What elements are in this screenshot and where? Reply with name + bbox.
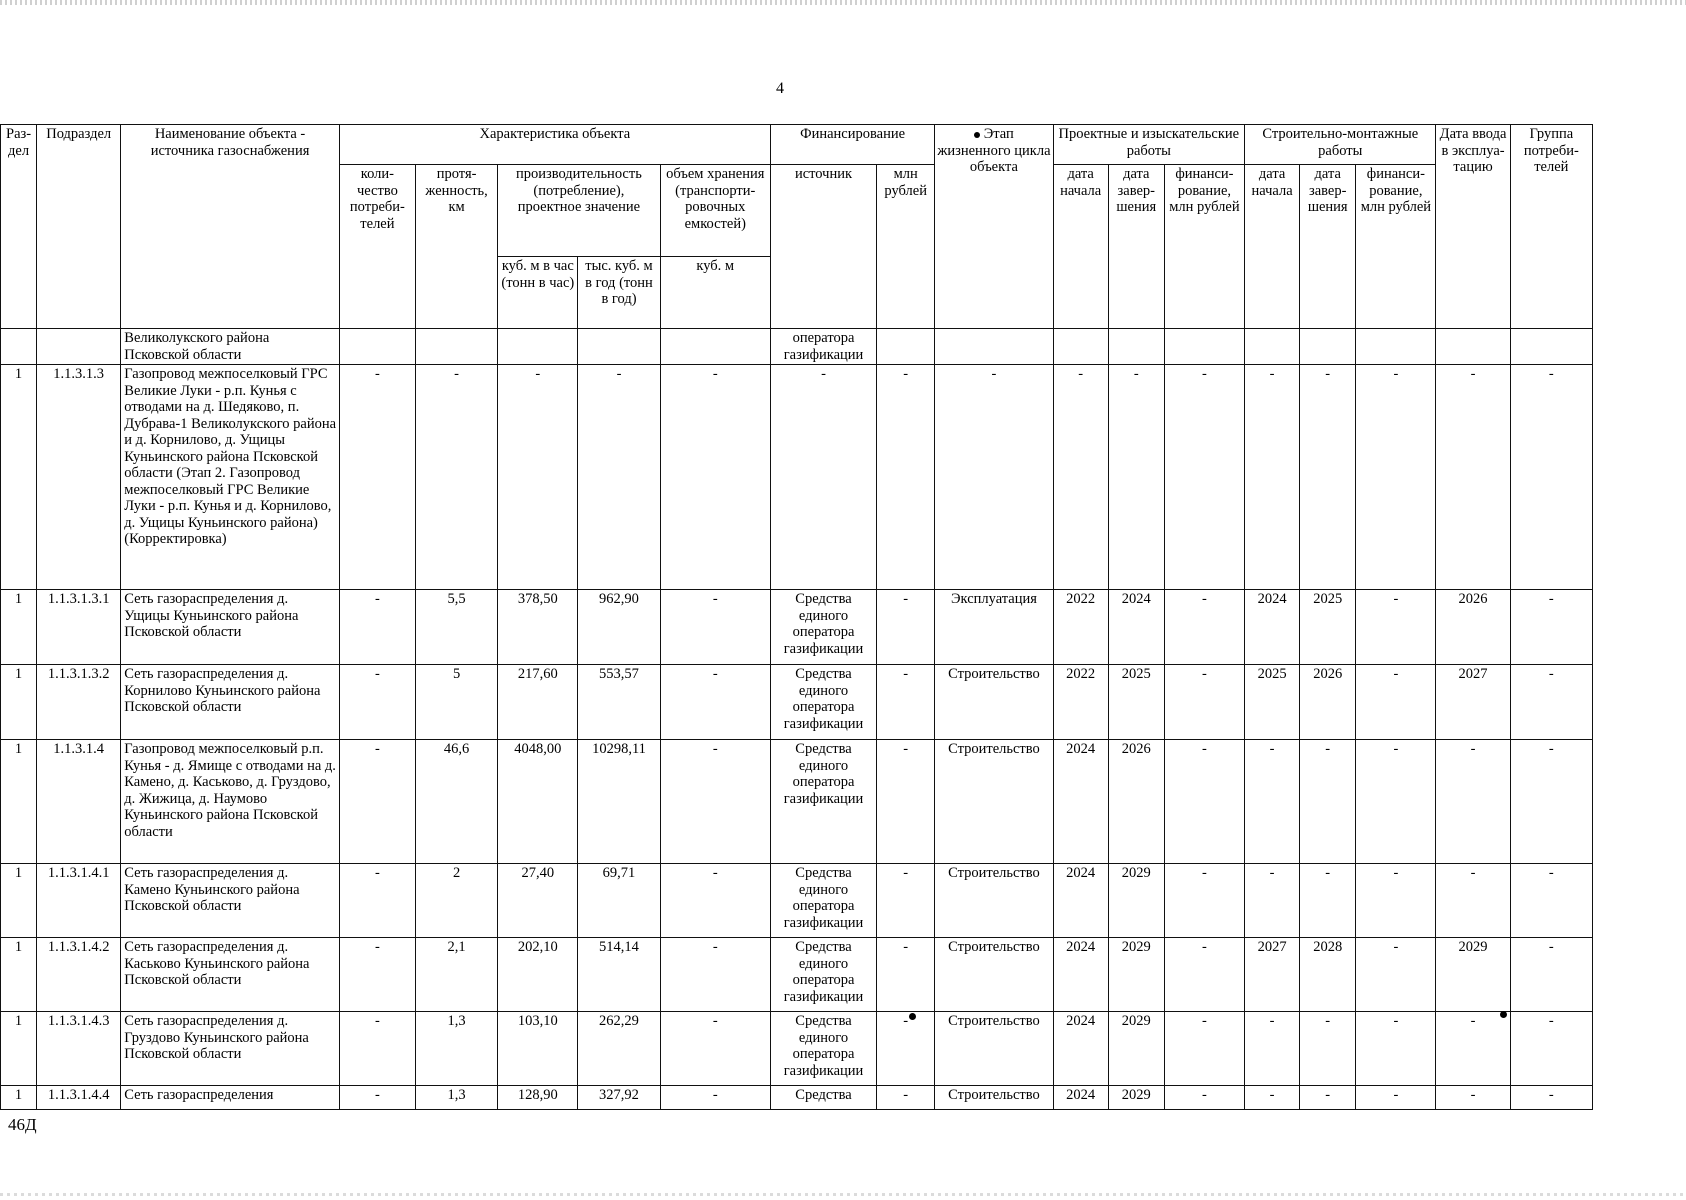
cell-podrazdel: 1.1.3.1.4.3 (37, 1012, 121, 1086)
cell-stage: Строительство (935, 740, 1053, 864)
cell-commission: - (1436, 1086, 1510, 1110)
cell-commission: - (1436, 1012, 1510, 1086)
cell-construction-start: - (1245, 1012, 1300, 1086)
cell-source: Средства единого оператора газификации (770, 740, 876, 864)
cell-construction-fin: - (1356, 1012, 1436, 1086)
cell-cap-year: 69,71 (578, 864, 660, 938)
cell-razdel: 1 (1, 740, 37, 864)
cell-storage: - (660, 864, 770, 938)
cell-construction-end (1300, 329, 1356, 365)
cell-stage: Строительство (935, 1086, 1053, 1110)
cell-length: 5 (416, 665, 498, 740)
footer-code: 46Д (8, 1115, 37, 1134)
scan-edge-top (0, 0, 1686, 5)
cell-construction-start: 2025 (1245, 665, 1300, 740)
cell-storage: - (660, 938, 770, 1012)
cell-podrazdel: 1.1.3.1.4.4 (37, 1086, 121, 1110)
cell-construction-fin (1356, 329, 1436, 365)
cell-consumers: - (339, 864, 415, 938)
cell-design-start: 2022 (1053, 665, 1108, 740)
cell-source: Средства единого оператора газификации (770, 864, 876, 938)
cell-mln: - (877, 590, 935, 665)
cell-mln: - (877, 665, 935, 740)
cell-podrazdel: 1.1.3.1.3.2 (37, 665, 121, 740)
cell-construction-end: 2028 (1300, 938, 1356, 1012)
cell-stage: - (935, 365, 1053, 590)
cell-razdel: 1 (1, 1086, 37, 1110)
cell-commission: - (1436, 365, 1510, 590)
cell-cap-hour: 202,10 (498, 938, 578, 1012)
cell-source: Средства (770, 1086, 876, 1110)
cell-storage (660, 329, 770, 365)
cell-source: Средства единого оператора газификации (770, 590, 876, 665)
table-row (1, 329, 1593, 365)
cell-source: - (770, 365, 876, 590)
cell-construction-start: 2027 (1245, 938, 1300, 1012)
header-characteristics: Характеристика объекта (339, 125, 770, 165)
cell-construction-start: - (1245, 1086, 1300, 1110)
cell-design-end: 2024 (1108, 590, 1164, 665)
cell-length: 2,1 (416, 938, 498, 1012)
table-body (1, 329, 1593, 1110)
header-podrazdel: Подраздел (37, 125, 121, 329)
table-row (1, 365, 1593, 590)
cell-name: Сеть газораспределения д. Корнилово Куньинского района Псковской области (121, 665, 340, 740)
cell-mln: - (877, 740, 935, 864)
cell-construction-fin: - (1356, 740, 1436, 864)
header-construction-works: Строительно-монтажные работы (1245, 125, 1436, 165)
page-number: 4 (776, 80, 784, 97)
header-design-fin: финанси-рование, млн рублей (1164, 165, 1244, 329)
cell-consumers: - (339, 365, 415, 590)
header-financing: Финансирование (770, 125, 934, 165)
cell-storage: - (660, 365, 770, 590)
header-mln: млн рублей (877, 165, 935, 329)
cell-construction-start: - (1245, 365, 1300, 590)
cell-stage: Строительство (935, 1012, 1053, 1086)
cell-podrazdel: 1.1.3.1.4.1 (37, 864, 121, 938)
scan-dot (1500, 1011, 1507, 1018)
cell-cap-hour: 4048,00 (498, 740, 578, 864)
cell-stage: Эксплуатация (935, 590, 1053, 665)
header-cap-year: тыс. куб. м в год (тонн в год) (578, 257, 660, 329)
table-row (1, 1012, 1593, 1086)
cell-podrazdel: 1.1.3.1.3.1 (37, 590, 121, 665)
cell-cap-year: 327,92 (578, 1086, 660, 1110)
cell-consumers: - (339, 590, 415, 665)
cell-design-fin (1164, 329, 1244, 365)
cell-cap-hour: 217,60 (498, 665, 578, 740)
cell-name: Газопровод межпоселковый ГРС Великие Луки - р.п. Кунья с отводами на д. Шедяково, п. Дубрава-1 Великолукского района и д. Корнилово, д. Ущицы Куньинского района Псковской области (Этап 2. Газопровод межпоселковый ГРС Великие Луки - р.п. Кунья и д. Корнилово, д. Ущицы Куньинского района) (Корректировка) (121, 365, 340, 590)
header-construction-end: дата завер-шения (1300, 165, 1356, 329)
cell-design-end: 2029 (1108, 864, 1164, 938)
header-construction-fin: финанси-рование, млн рублей (1356, 165, 1436, 329)
cell-cap-hour: - (498, 365, 578, 590)
cell-design-start: 2022 (1053, 590, 1108, 665)
cell-construction-end: - (1300, 1012, 1356, 1086)
cell-length: 1,3 (416, 1086, 498, 1110)
cell-design-start (1053, 329, 1108, 365)
cell-podrazdel: 1.1.3.1.4 (37, 740, 121, 864)
cell-design-start: - (1053, 365, 1108, 590)
cell-design-fin: - (1164, 740, 1244, 864)
cell-storage: - (660, 740, 770, 864)
cell-construction-end: - (1300, 365, 1356, 590)
cell-cap-hour: 103,10 (498, 1012, 578, 1086)
cell-group: - (1510, 365, 1592, 590)
cell-name: Сеть газораспределения д. Каськово Куньинского района Псковской области (121, 938, 340, 1012)
header-design-works: Проектные и изыскательские работы (1053, 125, 1244, 165)
cell-construction-start (1245, 329, 1300, 365)
cell-design-start: 2024 (1053, 938, 1108, 1012)
cell-mln: - (877, 365, 935, 590)
cell-design-fin: - (1164, 365, 1244, 590)
table-row (1, 938, 1593, 1012)
cell-commission: 2029 (1436, 938, 1510, 1012)
cell-construction-fin: - (1356, 1086, 1436, 1110)
cell-cap-hour: 378,50 (498, 590, 578, 665)
cell-razdel: 1 (1, 1012, 37, 1086)
scan-dot (974, 132, 980, 138)
cell-design-end: - (1108, 365, 1164, 590)
cell-consumers: - (339, 1012, 415, 1086)
cell-length: 1,3 (416, 1012, 498, 1086)
cell-group: - (1510, 665, 1592, 740)
cell-design-fin: - (1164, 1012, 1244, 1086)
cell-razdel: 1 (1, 590, 37, 665)
cell-length: 46,6 (416, 740, 498, 864)
cell-consumers: - (339, 938, 415, 1012)
cell-cap-year: 514,14 (578, 938, 660, 1012)
cell-storage: - (660, 665, 770, 740)
cell-group: - (1510, 1012, 1592, 1086)
cell-stage: Строительство (935, 938, 1053, 1012)
cell-length: 5,5 (416, 590, 498, 665)
cell-design-end: 2026 (1108, 740, 1164, 864)
cell-group: - (1510, 590, 1592, 665)
table-row (1, 864, 1593, 938)
cell-cap-hour (498, 329, 578, 365)
cell-design-fin: - (1164, 1086, 1244, 1110)
cell-construction-end: 2025 (1300, 590, 1356, 665)
cell-name: Великолукского района Псковской области (121, 329, 340, 365)
cell-razdel: 1 (1, 864, 37, 938)
cell-storage: - (660, 1012, 770, 1086)
cell-design-end: 2029 (1108, 938, 1164, 1012)
cell-source: Средства единого оператора газификации (770, 1012, 876, 1086)
header-design-end: дата завер-шения (1108, 165, 1164, 329)
cell-storage: - (660, 1086, 770, 1110)
cell-construction-end: 2026 (1300, 665, 1356, 740)
table-header (1, 125, 1593, 329)
cell-mln: - (877, 1012, 935, 1086)
cell-construction-fin: - (1356, 365, 1436, 590)
cell-commission: 2027 (1436, 665, 1510, 740)
cell-name: Сеть газораспределения д. Камено Куньинского района Псковской области (121, 864, 340, 938)
header-storage-unit: куб. м (660, 257, 770, 329)
cell-construction-end: - (1300, 740, 1356, 864)
scan-edge-bottom (0, 1193, 1686, 1196)
cell-design-start: 2024 (1053, 1086, 1108, 1110)
cell-cap-hour: 128,90 (498, 1086, 578, 1110)
cell-construction-fin: - (1356, 938, 1436, 1012)
header-consumers: коли-чество потреби-телей (339, 165, 415, 329)
header-storage: объем хранения (транспорти-ровочных емкостей) (660, 165, 770, 257)
cell-razdel (1, 329, 37, 365)
table-row (1, 665, 1593, 740)
cell-podrazdel: 1.1.3.1.4.2 (37, 938, 121, 1012)
cell-construction-start: 2024 (1245, 590, 1300, 665)
cell-group: - (1510, 864, 1592, 938)
cell-podrazdel: 1.1.3.1.3 (37, 365, 121, 590)
cell-cap-year: 962,90 (578, 590, 660, 665)
cell-name: Газопровод межпоселковый р.п. Кунья - д. Ямище с отводами на д. Камено, д. Каськово, д. Груздово, д. Жижица, д. Наумово Куньинского района Псковской области (121, 740, 340, 864)
header-length: протя-женность, км (416, 165, 498, 329)
cell-mln (877, 329, 935, 365)
cell-source: оператора газификации (770, 329, 876, 365)
cell-length (416, 329, 498, 365)
cell-stage: Строительство (935, 864, 1053, 938)
cell-consumers (339, 329, 415, 365)
cell-name: Сеть газораспределения (121, 1086, 340, 1110)
header-stage: Этап жизненного цикла объекта (935, 125, 1053, 329)
cell-length: 2 (416, 864, 498, 938)
cell-design-end: 2025 (1108, 665, 1164, 740)
table-row (1, 590, 1593, 665)
cell-design-end (1108, 329, 1164, 365)
scan-dot (909, 1013, 916, 1020)
cell-consumers: - (339, 665, 415, 740)
cell-design-start: 2024 (1053, 740, 1108, 864)
cell-design-fin: - (1164, 590, 1244, 665)
cell-construction-fin: - (1356, 864, 1436, 938)
cell-design-end: 2029 (1108, 1012, 1164, 1086)
cell-name: Сеть газораспределения д. Груздово Куньинского района Псковской области (121, 1012, 340, 1086)
cell-cap-year: 262,29 (578, 1012, 660, 1086)
cell-source: Средства единого оператора газификации (770, 665, 876, 740)
cell-construction-end: - (1300, 864, 1356, 938)
cell-consumers: - (339, 1086, 415, 1110)
cell-consumers: - (339, 740, 415, 864)
cell-cap-year: 10298,11 (578, 740, 660, 864)
cell-source: Средства единого оператора газификации (770, 938, 876, 1012)
header-source: источник (770, 165, 876, 329)
cell-name: Сеть газораспределения д. Ущицы Куньинского района Псковской области (121, 590, 340, 665)
cell-construction-start: - (1245, 740, 1300, 864)
cell-design-fin: - (1164, 665, 1244, 740)
cell-podrazdel (37, 329, 121, 365)
header-capacity: производительность (потребление), проектное значение (498, 165, 660, 257)
cell-commission: 2026 (1436, 590, 1510, 665)
header-name: Наименование объекта - источника газоснабжения (121, 125, 340, 329)
cell-construction-start: - (1245, 864, 1300, 938)
cell-length: - (416, 365, 498, 590)
cell-razdel: 1 (1, 365, 37, 590)
cell-stage (935, 329, 1053, 365)
cell-cap-year: - (578, 365, 660, 590)
cell-group: - (1510, 938, 1592, 1012)
cell-design-fin: - (1164, 938, 1244, 1012)
cell-design-fin: - (1164, 864, 1244, 938)
cell-storage: - (660, 590, 770, 665)
cell-design-start: 2024 (1053, 1012, 1108, 1086)
cell-mln: - (877, 938, 935, 1012)
cell-mln: - (877, 1086, 935, 1110)
cell-group: - (1510, 740, 1592, 864)
header-cap-hour: куб. м в час (тонн в час) (498, 257, 578, 329)
cell-mln: - (877, 864, 935, 938)
cell-commission: - (1436, 864, 1510, 938)
table-row (1, 1086, 1593, 1110)
cell-construction-fin: - (1356, 590, 1436, 665)
header-consumer-group: Группа потреби-телей (1510, 125, 1592, 329)
cell-cap-year: 553,57 (578, 665, 660, 740)
cell-cap-hour: 27,40 (498, 864, 578, 938)
header-design-start: дата начала (1053, 165, 1108, 329)
gasification-table (0, 124, 1593, 1110)
cell-stage: Строительство (935, 665, 1053, 740)
cell-razdel: 1 (1, 938, 37, 1012)
header-commission-date: Дата ввода в эксплуа-тацию (1436, 125, 1510, 329)
cell-cap-year (578, 329, 660, 365)
cell-commission (1436, 329, 1510, 365)
cell-razdel: 1 (1, 665, 37, 740)
cell-construction-fin: - (1356, 665, 1436, 740)
cell-group: - (1510, 1086, 1592, 1110)
cell-design-start: 2024 (1053, 864, 1108, 938)
cell-construction-end: - (1300, 1086, 1356, 1110)
table-row (1, 740, 1593, 864)
cell-design-end: 2029 (1108, 1086, 1164, 1110)
cell-group (1510, 329, 1592, 365)
header-razdel: Раз-дел (1, 125, 37, 329)
header-construction-start: дата начала (1245, 165, 1300, 329)
cell-commission: - (1436, 740, 1510, 864)
